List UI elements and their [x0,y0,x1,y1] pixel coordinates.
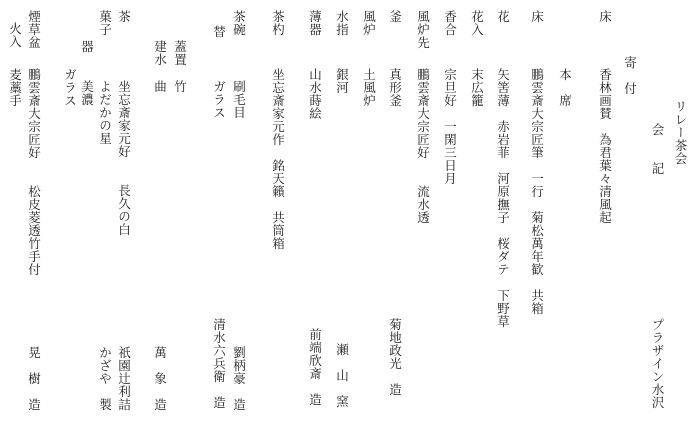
item-detail: 矢筈薄 赤岩菲 河原撫子 桜ダテ 下野草 [495,68,511,328]
item-name: 茶碗 [231,10,247,36]
item-detail: 竹 [172,80,188,93]
item-name: 建水 [152,40,168,66]
item-name: 床 [529,10,545,23]
item-detail: 曲 [152,80,168,93]
section-yoritsuki: 寄 付 [622,56,638,95]
item-name: 薄器 [307,10,323,36]
item-detail: よだかの星 [97,80,113,145]
item-name: 風炉 [361,10,377,36]
item-detail: ガラス [211,80,227,119]
item-name: 菓子 [97,10,113,36]
item-name: 茶 [116,10,132,23]
item-name: 替 [211,25,227,38]
item-maker: 清水六兵衛 造 [211,318,227,409]
item-name: 香合 [442,10,458,36]
item-maker: 晃 樹 造 [26,346,42,411]
item-detail: 美濃 [79,80,95,106]
section-honseki: 本 席 [557,68,573,107]
item-name: 床 [597,10,613,23]
document-subtitle: 会 記 [650,123,665,175]
item-detail: 山水蒔絵 [307,68,323,120]
item-name: 風炉先 [415,10,431,49]
item-detail: 香林画賛 為君葉々清風起 [597,68,613,224]
item-name: 茶杓 [270,10,286,36]
item-name: 火入 [7,22,23,48]
item-detail: 宗旦好 一閑三日月 [442,68,458,185]
document-title: リレー茶会 [673,100,688,165]
item-name: 花入 [469,10,485,36]
item-maker: 瀬 山 窯 [334,343,350,408]
item-maker: 劉柄豪 造 [231,346,247,411]
item-detail: 鵬雲斎大宗匠好 流水透 [415,68,431,224]
item-detail: 銀河 [334,68,350,94]
item-name: 花 [495,10,511,23]
item-maker: 萬 象 造 [152,346,168,411]
item-name: 水指 [334,10,350,36]
item-detail: 鵬雲斎大宗匠好 松皮菱透竹手付 [26,68,42,276]
item-detail: ガラス [62,68,78,107]
item-detail: 麦藁手 [7,68,23,107]
item-detail: 土風炉 [361,68,377,107]
item-maker: 前端欣斎 造 [307,328,323,406]
item-detail: 坐忘斎家元作 銘天籟 共筒箱 [270,68,286,250]
item-detail: 真形釜 [387,68,403,107]
item-detail: 坐忘斎家元好 長久の白 [116,80,132,236]
item-maker: 祇園辻利詰 [116,346,132,411]
item-name: 蓋置 [172,40,188,66]
item-maker: 菊地政光 造 [387,318,403,396]
item-detail: 末広籠 [469,68,485,107]
item-name: 器 [79,40,95,53]
item-name: 煙草盆 [26,10,42,49]
item-detail: 刷毛目 [231,80,247,119]
item-detail: 鵬雲斎大宗匠筆 一行 菊松萬年歓 共箱 [529,68,545,315]
item-name: 釜 [387,10,403,23]
item-maker: かざや 製 [97,346,113,411]
host-name: プラザイン水沢 [650,318,665,409]
